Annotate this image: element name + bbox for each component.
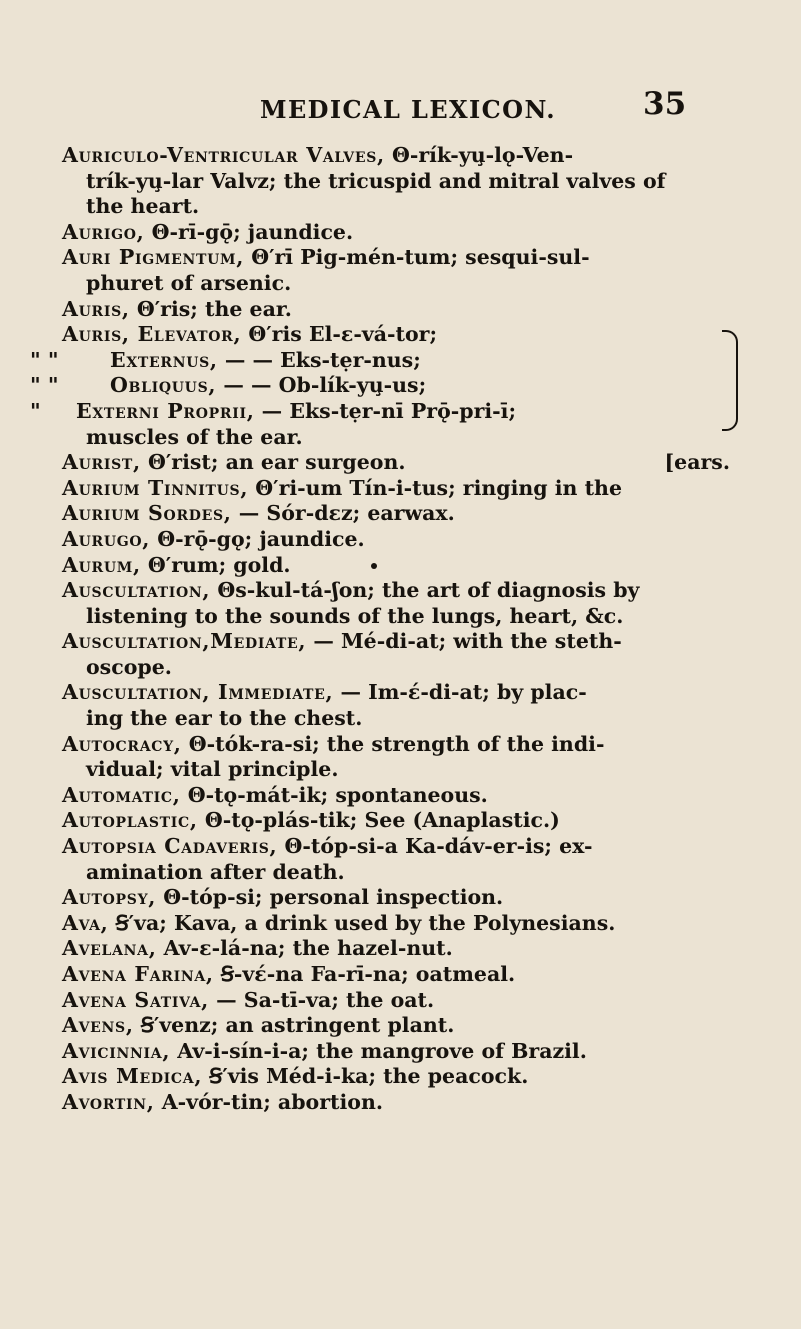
definition: Θ-rík-yu̧-lǫ-Ven- [384,143,574,167]
headword: Avens, [62,1013,134,1038]
definition: Θ-rǭ-gǫ; jaundice. [150,526,365,551]
entry [62,732,730,783]
definition-continuation: listening to the sounds of the lungs, heart, &c. [86,603,624,628]
definition-continuation: vidual; vital principle. [86,757,339,782]
headword: Avena Farina, [62,962,214,986]
definition: Θs-kul-tá-ʃon; the art of diagnosis by [210,578,640,603]
definition: Ꞩ′vis Méd-i-ka; the peacock. [202,1064,529,1089]
entry [62,450,730,476]
definition: — Mé-di-at; with the steth- [306,629,622,654]
entry [62,1013,730,1039]
entry [62,988,730,1014]
definition: Θ′ris El-ε-vá-tor; [241,322,438,347]
headword: Aurugo, [62,526,151,551]
page-number: 35 [643,86,687,122]
definition: Av-i-sín-i-a; the mangrove of Brazil. [170,1038,587,1063]
headword: Auri Pigmentum, [62,245,245,270]
definition: Θ-tǫ-plás-tik; See (Anaplastic.) [197,808,560,833]
curly-brace [722,330,738,431]
headword: Externi Proprii, [76,398,255,423]
definition: Θ-tǫ-mát-ik; spontaneous. [180,782,488,807]
entry [62,936,730,962]
headword: Autopsy, [62,885,157,910]
entry [62,527,730,553]
entry [62,834,730,885]
definition: — Im-έ-di-at; by plac- [333,680,587,705]
entry [62,629,730,680]
entry [62,1090,730,1116]
entry [30,398,730,425]
headword: Aurist, [62,450,141,475]
headword: Auris, [62,296,130,321]
definition: Θ′ris; the ear. [129,296,292,321]
headword: Aurum, [62,552,141,577]
definition: Ꞩ-vέ-na Fa-rī-na; oatmeal. [213,962,516,986]
running-head: MEDICAL LEXICON. [260,95,557,124]
definition: Θ′ri-um Tín-i-tus; ringing in the [248,475,623,500]
definition: Θ′rist; an ear surgeon. [140,450,406,475]
headword: Avelana, [62,936,157,961]
headword: Avena Sativa, [62,987,209,1012]
headword: Autopsia Cadaveris, [62,834,278,859]
definition: Ꞩ′venz; an astringent plant. [133,1013,455,1038]
entry [62,553,730,579]
definition: — Sór-dεz; earwax. [231,501,455,526]
entry [62,962,730,988]
headword: Aurium Sordes, [62,501,232,526]
entry [62,1039,730,1065]
headword: Autoplastic, [62,808,198,833]
ditto-marks: " " [30,373,59,398]
definition: Θ′rī Pig-mén-tum; sesqui-sul- [244,245,590,270]
definition-continuation: phuret of arsenic. [86,270,292,295]
entry [62,322,730,348]
headword: Auriculo-Ventricular Valves, [62,143,385,167]
entry [62,1064,730,1090]
headword: Aurium Tinnitus, [62,475,249,500]
entry [62,783,730,809]
definition: — — Eks-tẹr-nus; [217,347,421,372]
headword: Auscultation, [62,578,211,603]
headword: Avicinnia, [62,1038,171,1063]
definition: Av-ε-lá-na; the hazel-nut. [156,936,453,961]
entry [62,297,730,323]
definition: A-vór-tin; abortion. [154,1089,383,1114]
definition: muscles of the ear. [86,424,303,449]
definition-continuation: the heart. [86,194,200,219]
definition: Θ′rum; gold. [140,552,291,577]
headword: Avortin, [62,1089,155,1114]
definition: — Eks-tẹr-nī Prǭ-pri-ī; [254,398,517,423]
entry [62,143,730,220]
definition-continuation: ing the ear to the chest. [86,706,363,731]
headword: Automatic, [62,782,181,807]
entry [62,885,730,911]
entry [62,578,730,629]
ink-speck [371,563,377,569]
definition: Θ-tóp-si-a Ka-dáv-er-is; ex- [277,834,593,859]
definition: Θ-rī-gǭ; jaundice. [144,219,354,244]
headword: Auris, Elevator, [62,322,242,347]
entry [62,245,730,296]
entry [62,808,730,834]
entry [30,373,730,399]
entry-list [30,143,730,1116]
headword: Auscultation,Mediate, [62,629,307,654]
definition-continuation: trík-yu̧-lar Valvz; the tricuspid and mitral valves of [86,168,666,193]
definition: Θ-tóp-si; personal inspection. [156,885,504,910]
ditto-marks: " " [30,347,59,372]
definition: Θ-tók-ra-si; the strength of the indi- [181,731,605,756]
carried-word: [ears. [664,450,730,475]
ditto-marks: " [30,398,41,423]
ear-muscles-group [30,322,730,424]
entry [62,220,730,246]
headword: Ava, [62,910,109,935]
headword: Aurigo, [62,219,145,244]
entry-continuation [62,425,730,451]
entry [62,501,730,527]
entry [62,680,730,731]
definition-continuation: amination after death. [86,859,345,884]
entry [62,476,730,502]
definition: Ꞩ′va; Kava, a drink used by the Polynesians. [108,910,616,935]
entry [62,911,730,937]
definition: — — Ob-lík-yu̧-us; [216,373,427,398]
definition: — Sa-tī-va; the oat. [208,987,435,1012]
headword: Auscultation, Immediate, [62,680,334,705]
headword: Autocracy, [62,731,182,756]
headword: Externus, [110,347,218,372]
headword: Obliquus, [110,373,217,398]
definition-continuation: oscope. [86,654,172,679]
entry [30,347,730,374]
headword: Avis Medica, [62,1064,203,1089]
